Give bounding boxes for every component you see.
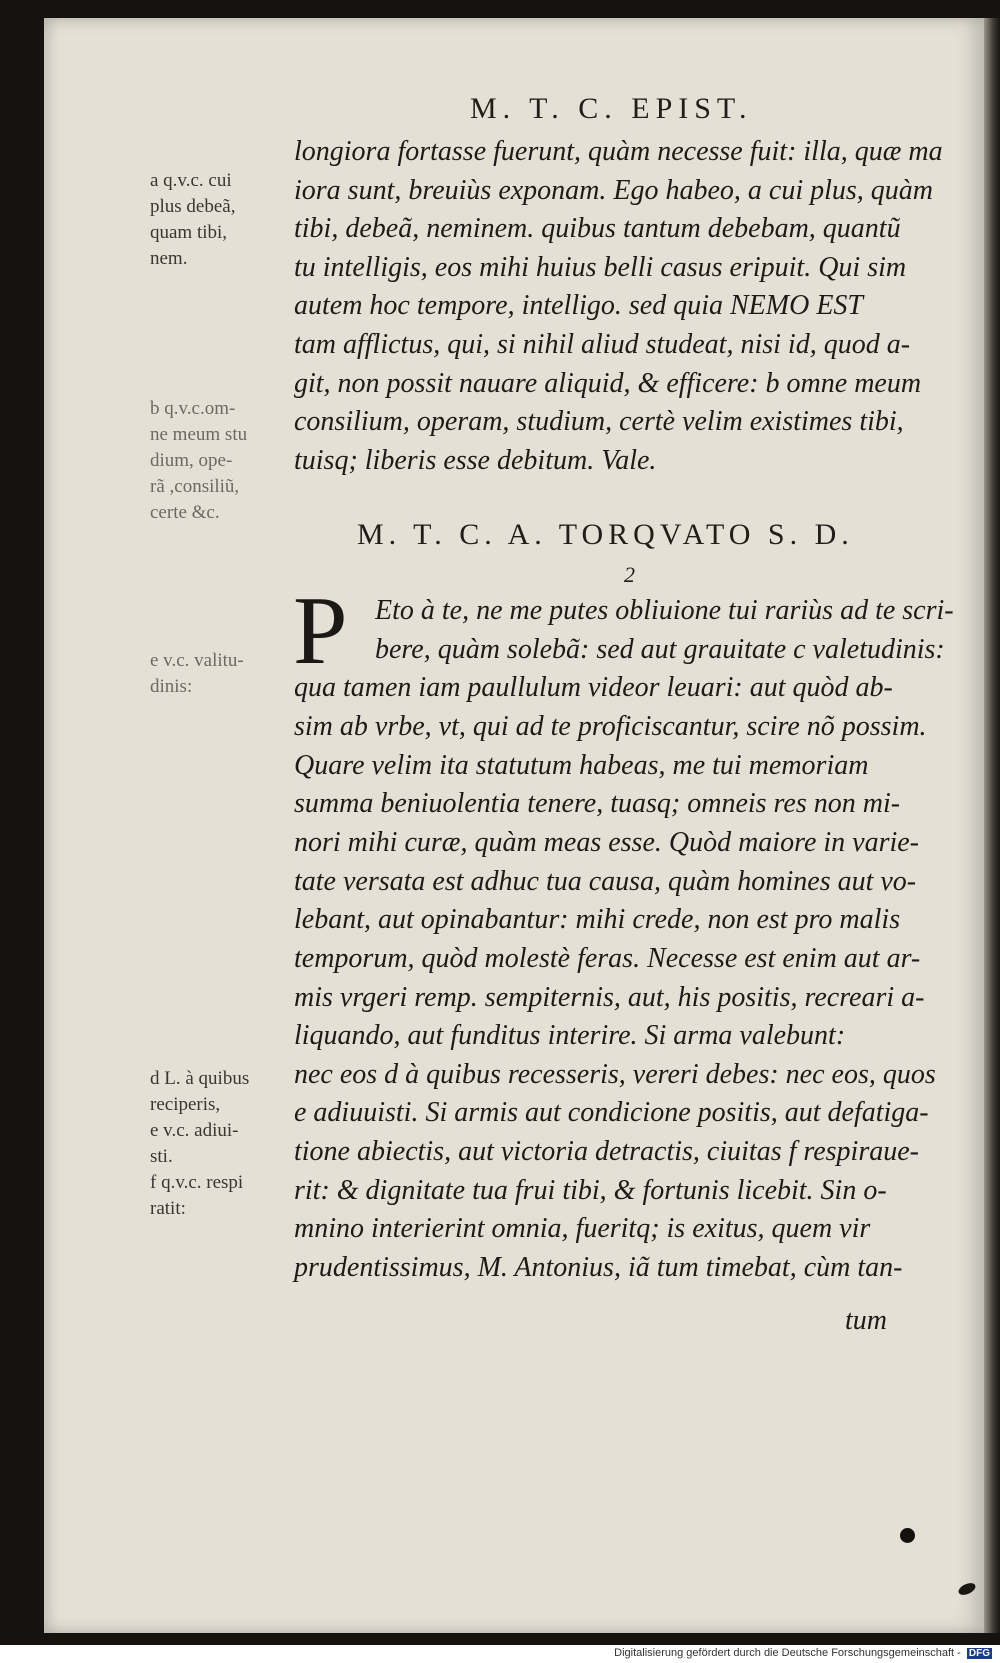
margin-note-line: reciperis, <box>150 1094 221 1115</box>
margin-note-line: plus debeã, <box>150 196 236 217</box>
text-line: Quare velim ita statutum habeas, me tui memoriam <box>294 750 869 781</box>
drop-cap: P <box>293 577 348 685</box>
page-edge <box>984 18 1000 1633</box>
text-line: git, non possit nauare aliquid, & efficere: b omne meum <box>294 368 922 399</box>
margin-note-line: b q.v.c.om- <box>150 398 236 419</box>
text-line: nori mihi curæ, quàm meas esse. Quòd maiore in varie- <box>294 827 920 858</box>
margin-note-line: f q.v.c. respi <box>150 1172 244 1193</box>
footer-credit <box>614 1647 992 1659</box>
ink-spot <box>900 1528 915 1543</box>
margin-note-line: ne meum stu <box>150 424 248 445</box>
text-line: consilium, operam, studium, certè velim existimes tibi, <box>294 406 904 437</box>
margin-note-line: rã ,consiliũ, <box>150 476 240 497</box>
margin-note-line: nem. <box>150 248 188 269</box>
text-line: mis vrgeri remp. sempiternis, aut, his positis, recreari a- <box>294 982 925 1013</box>
text-line: tibi, debeã, neminem. quibus tantum debebam, quantũ <box>294 213 901 244</box>
dfg-logo: DFG <box>968 1647 990 1659</box>
text-line: rit: & dignitate tua frui tibi, & fortunis licebit. Sin o- <box>294 1175 887 1206</box>
text-line: lebant, aut opinabantur: mihi crede, non est pro malis <box>294 904 901 935</box>
margin-note-line: dinis: <box>150 676 193 697</box>
text-line: nec eos d à quibus recesseris, vereri debes: nec eos, quos <box>294 1059 936 1090</box>
margin-note-line: ratit: <box>150 1198 186 1219</box>
text-line: liquando, aut funditus interire. Si arma valebunt: <box>294 1020 846 1051</box>
text-line: qua tamen iam paullulum videor leuari: aut quòd ab- <box>294 672 893 703</box>
text-line: bere, quàm solebã: sed aut grauitate c valetudinis: <box>375 634 945 665</box>
margin-note-line: sti. <box>150 1146 173 1167</box>
text-line: sim ab vrbe, vt, qui ad te proficiscantur, scire nõ possim. <box>294 711 927 742</box>
text-line: iora sunt, breuiùs exponam. Ego habeo, a cui plus, quàm <box>294 175 934 206</box>
text-line: prudentissimus, M. Antonius, iã tum timebat, cùm tan- <box>294 1252 903 1283</box>
margin-note-line: e v.c. adiui- <box>150 1120 239 1141</box>
margin-note-line: e v.c. valitu- <box>150 650 244 671</box>
margin-note-line: d L. à quibus <box>150 1068 250 1089</box>
margin-note-c <box>150 648 244 700</box>
catchword: tum <box>845 1305 887 1336</box>
running-head: M. T. C. EPIST. <box>470 92 753 125</box>
margin-note-a <box>150 168 235 272</box>
margin-note-d <box>150 1066 249 1222</box>
text-line: longiora fortasse fuerunt, quàm necesse fuit: illa, quæ ma <box>294 136 943 167</box>
text-line: summa beniuolentia tenere, tuasq; omneis res non mi- <box>294 788 901 819</box>
margin-note-line: dium, ope- <box>150 450 233 471</box>
text-line: tate versata est adhuc tua causa, quàm homines aut vo- <box>294 866 917 897</box>
text-line: Eto à te, ne me putes obliuione tui rariùs ad te scri- <box>375 595 954 626</box>
margin-note-line: certe &c. <box>150 502 220 523</box>
margin-note-b <box>150 396 247 526</box>
text-line: e adiuuisti. Si armis aut condicione positis, aut defatiga- <box>294 1097 929 1128</box>
letter-number: 2 <box>624 562 635 587</box>
margin-note-line: quam tibi, <box>150 222 228 243</box>
text-line: tione abiectis, aut victoria detractis, ciuitas f respiraue- <box>294 1136 919 1167</box>
text-line: tu intelligis, eos mihi huius belli casus eripuit. Qui sim <box>294 252 907 283</box>
text-line: autem hoc tempore, intelligo. sed quia NEMO EST <box>294 290 863 321</box>
text-line: tam afflictus, qui, si nihil aliud studeat, nisi id, quod a- <box>294 329 911 360</box>
text-line: temporum, quòd molestè feras. Necesse est enim aut ar- <box>294 943 921 974</box>
margin-note-line: a q.v.c. cui <box>150 170 232 191</box>
text-line: mnino interierint omnia, fueritq; is exitus, quem vir <box>294 1213 871 1244</box>
text-line: tuisq; liberis esse debitum. Vale. <box>294 445 657 476</box>
letter-2-heading: M. T. C. A. TORQVATO S. D. <box>357 518 854 551</box>
footer-credit-text: Digitalisierung gefördert durch die Deutsche Forschungsgemeinschaft - <box>614 1647 961 1659</box>
